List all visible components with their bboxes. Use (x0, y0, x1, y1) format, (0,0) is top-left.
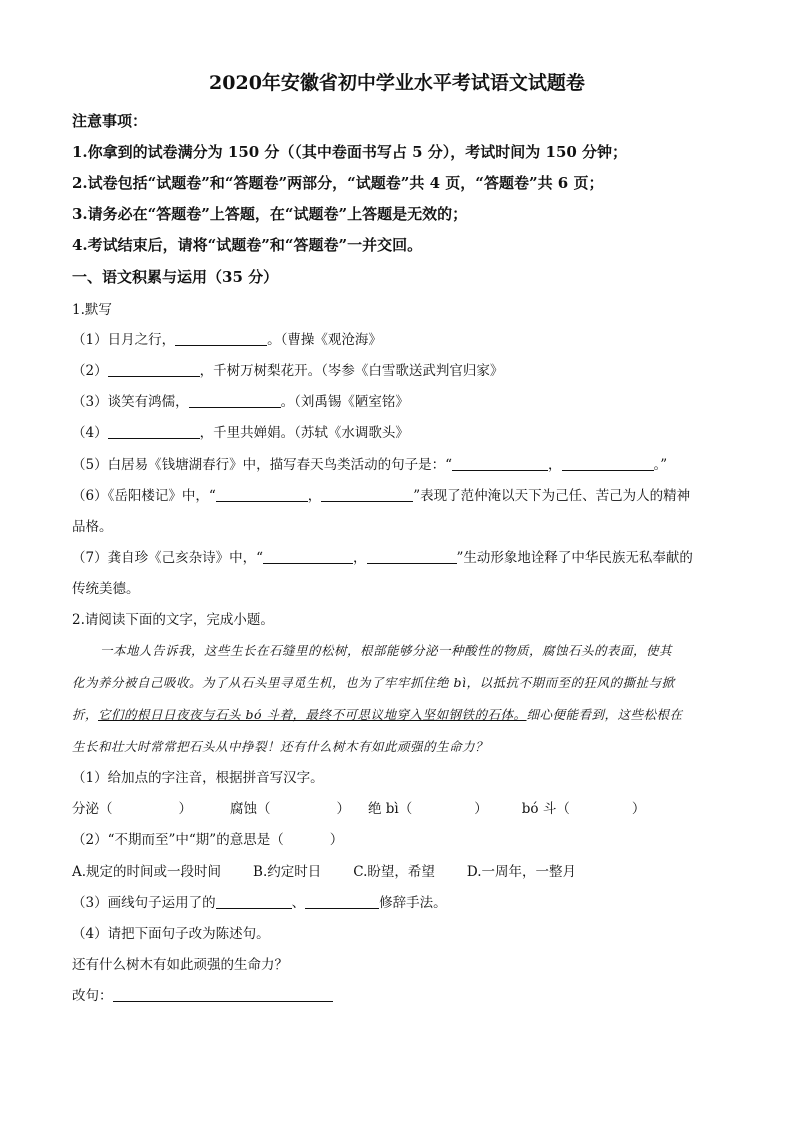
passage-text: 细心便能看到，这些松根在 (526, 707, 683, 722)
item-text: ，千树万树梨花开。（岑参《白雪歌送武判官归家》 (199, 363, 504, 379)
dictation-item-5 (72, 453, 667, 473)
section-heading: 一、语文积累与运用（35 分） (72, 268, 279, 286)
option-d: D.一周年，一整月 (466, 864, 577, 880)
item-text: ”生动形象地诠释了中华民族无私奉献的 (456, 550, 693, 566)
notice-item: 4.考试结束后，请将“试题卷”和“答题卷”一并交回。 (72, 236, 423, 254)
item-text: （1）日月之行， (72, 332, 176, 348)
answer-blank[interactable] (175, 332, 267, 347)
answer-blank[interactable] (321, 488, 413, 503)
sub-question-1: （1）给加点的字注音，根据拼音写汉字。 (72, 770, 324, 786)
answer-blank[interactable] (108, 425, 200, 440)
answer-blank[interactable] (216, 488, 308, 503)
answer-blank[interactable] (189, 394, 281, 409)
question-label: 2.请阅读下面的文字，完成小题。 (72, 612, 274, 628)
notice-item: 3.请务必在“答题卷”上答题，在“试题卷”上答题是无效的； (72, 205, 468, 223)
item-text: ， (353, 550, 367, 566)
answer-blank[interactable] (452, 457, 548, 472)
pinyin-item: ） (474, 801, 488, 817)
answer-blank[interactable] (108, 363, 200, 378)
item-text: 。（刘禹锡《陋室铭》 (280, 394, 409, 410)
question-text: ） (329, 832, 344, 848)
answer-blank[interactable] (562, 457, 654, 472)
question-text: 、 (291, 895, 306, 911)
dictation-item-7-cont: 传统美德。 (72, 581, 140, 597)
item-text: （4） (72, 425, 108, 441)
item-text: ， (548, 457, 562, 473)
notice-item: 1.你拿到的试卷满分为 150 分（（其中卷面书写占 5 分），考试时间为 150 分钟； (72, 143, 628, 161)
passage-line: 化为养分被自己吸收。为了从石头里寻觅生机，也为了牢牢抓住绝 bì，以抵抗不期而至的狂风的撕扯与掀 (72, 675, 675, 690)
passage-line (72, 705, 683, 723)
question-text: 修辞手法。 (379, 895, 447, 911)
passage-line: 生长和壮大时常常把石头从中挣裂！还有什么树木有如此顽强的生命力？ (72, 739, 489, 754)
dictation-item-3 (72, 390, 409, 410)
pinyin-item: 绝 bì（ (368, 801, 413, 817)
pinyin-item: ） (631, 801, 646, 817)
pinyin-item: bó 斗（ (521, 801, 570, 817)
answer-blank[interactable] (367, 550, 457, 565)
question-text: （3）画线句子运用了的 (72, 895, 216, 911)
answer-blank[interactable] (305, 895, 379, 910)
answer-blank[interactable] (216, 895, 292, 910)
dictation-item-6-cont: 品格。 (72, 519, 113, 535)
pinyin-item: 分泌（ (72, 801, 113, 817)
pinyin-item: ） (178, 801, 192, 817)
option-c: C.盼望，希望 (353, 864, 435, 880)
passage-line: 一本地人告诉我，这些生长在石缝里的松树，根部能够分泌一种酸性的物质，腐蚀石头的表面，使其 (100, 643, 673, 658)
notice-item: 2.试卷包括“试题卷”和“答题卷”两部分，“试题卷”共 4 页，“答题卷”共 6 页； (72, 174, 604, 192)
item-text: ”表现了范仲淹以天下为己任、苦己为人的精神 (413, 488, 691, 504)
item-text: （6）《岳阳楼记》中，“ (72, 488, 216, 504)
pinyin-item: ） (336, 801, 350, 817)
sub-question-4: （4）请把下面句子改为陈述句。 (72, 926, 270, 942)
rewrite-row (72, 984, 333, 1004)
options-row (72, 860, 576, 880)
notice-heading: 注意事项： (72, 112, 148, 130)
item-text: （3）谈笑有鸿儒， (72, 394, 189, 410)
question-text: （2）“不期而至”中“期”的意思是（ (72, 832, 284, 848)
item-text: （7）龚自珍《己亥杂诗》中，“ (72, 550, 263, 566)
item-text: 。（曹操《观沧海》 (267, 332, 382, 348)
option-b: B.约定时日 (253, 864, 322, 880)
underlined-sentence: 它们的根日日夜夜与石头 bó 斗着，最终不可思议地穿入坚如钢铁的石体。 (98, 707, 527, 722)
question-sentence: 还有什么树木有如此顽强的生命力？ (72, 957, 288, 973)
sub-question-2 (72, 828, 343, 848)
passage-text: 折， (72, 707, 99, 722)
item-text: 。” (653, 457, 668, 473)
item-text: （5）白居易《钱塘湖春行》中，描写春天鸟类活动的句子是：“ (72, 457, 452, 473)
item-text: （2） (72, 363, 108, 379)
answer-blank[interactable] (263, 550, 353, 565)
item-text: ，千里共婵娟。（苏轼《水调歌头》 (199, 425, 409, 441)
dictation-item-2 (72, 359, 503, 379)
rewrite-blank[interactable] (113, 988, 333, 1003)
sub-question-3 (72, 891, 447, 911)
question-label: 1.默写 (72, 302, 112, 318)
option-a: A.规定的时间或一段时间 (72, 864, 222, 880)
pinyin-item: 腐蚀（ (230, 801, 271, 817)
dictation-item-1 (72, 328, 382, 348)
dictation-item-7 (72, 546, 693, 566)
item-text: ， (307, 488, 322, 504)
dictation-item-6 (72, 484, 690, 504)
pinyin-row (72, 797, 645, 817)
page-title: 2020年安徽省初中学业水平考试语文试题卷 (209, 72, 585, 94)
dictation-item-4 (72, 421, 409, 441)
rewrite-label: 改句： (72, 988, 113, 1004)
